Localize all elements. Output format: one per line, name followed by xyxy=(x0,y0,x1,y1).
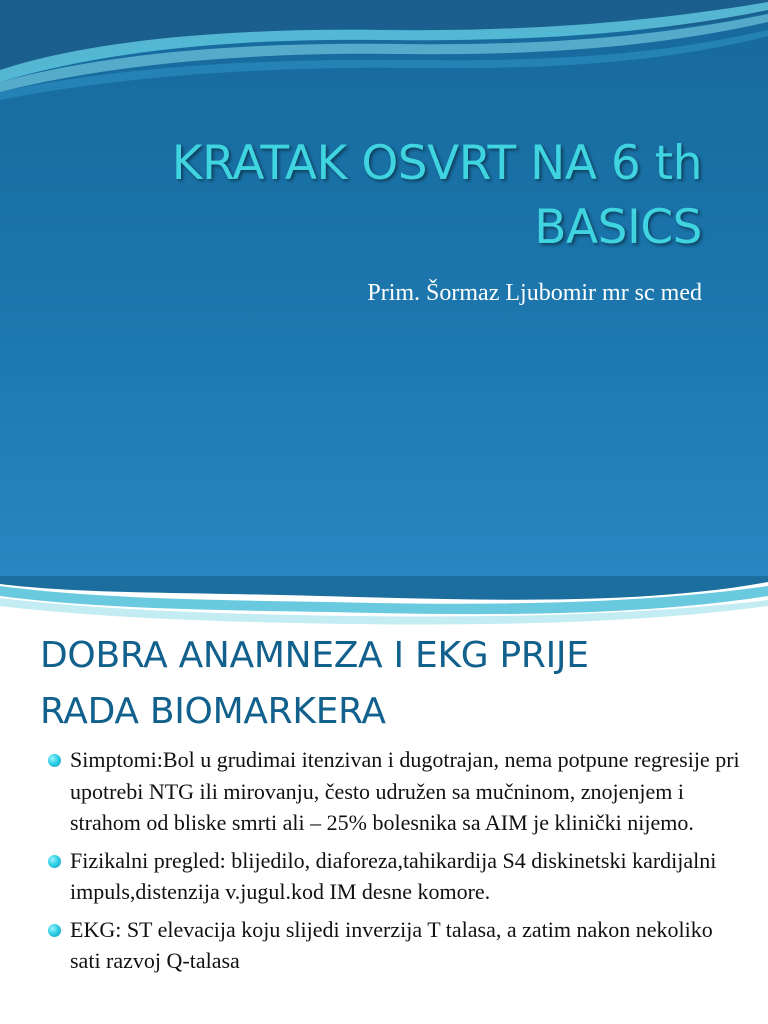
slide-title xyxy=(62,132,702,260)
bullet-item xyxy=(48,744,748,839)
bullet-dot-icon xyxy=(48,855,61,868)
bullet-list xyxy=(48,744,748,983)
bullet-text: EKG: ST elevacija koju slijedi inverzija T talasa, a zatim nakon nekoliko sati razvoj Q-talasa xyxy=(70,916,713,973)
slide-heading xyxy=(40,628,740,740)
bullet-item xyxy=(48,914,748,977)
slide-heading-line-1: DOBRA ANAMNEZA I EKG PRIJE xyxy=(40,635,589,676)
bullet-dot-icon xyxy=(48,754,61,767)
slide-heading-line-2: RADA BIOMARKERA xyxy=(40,691,386,732)
slide-title-line-1: KRATAK OSVRT NA 6 th xyxy=(171,136,702,191)
slide-subtitle: Prim. Šormaz Ljubomir mr sc med xyxy=(367,280,702,306)
bullet-item xyxy=(48,845,748,908)
wave-decoration xyxy=(0,0,768,110)
slide-title-line-2: BASICS xyxy=(534,200,702,255)
wave-decoration xyxy=(0,576,768,636)
bullet-text: Simptomi:Bol u grudimai itenzivan i dugotrajan, nema potpune regresije pri upotrebi NTG ili mirovanju, često udružen sa mučninom, znojenjem i strahom od bliske smrti ali – 25% bolesnika sa AIM je klinički nijemo. xyxy=(70,747,740,835)
bullet-dot-icon xyxy=(48,924,61,937)
bullet-text: Fizikalni pregled: blijedilo, diaforeza,tahikardija S4 diskinetski kardijalni impuls,distenzija v.jugul.kod IM desne komore. xyxy=(70,847,717,904)
content-slide xyxy=(0,576,768,1024)
